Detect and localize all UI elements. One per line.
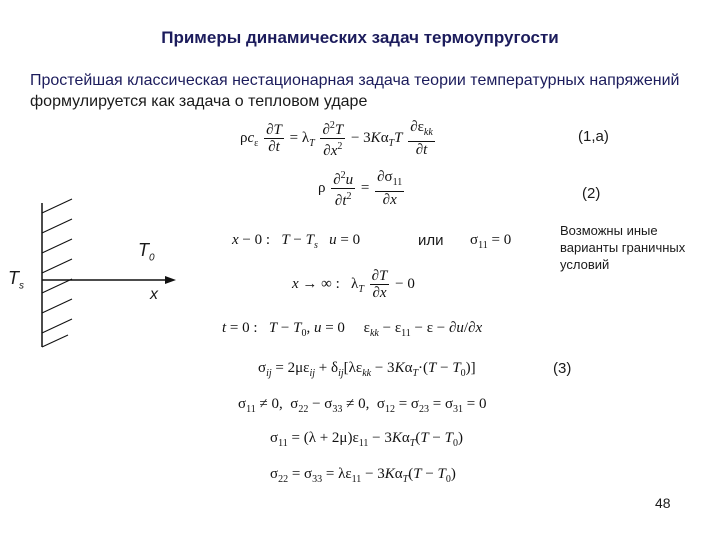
equation-label-2: (2) [582,185,601,202]
boundary-condition-x0: x − 0 : $T - T_s$ u = 0 [232,232,361,251]
equation-label-1a: (1,a) [578,128,609,145]
label-x: x [150,286,158,303]
boundary-condition-infinity: x → ∞ : $\lambda_T$ $\frac{\partial T}{\partial x}$ − 0 [292,268,415,301]
intro-highlight: Простейшая классическая нестационарная задача теории температурных напряжений [30,72,680,89]
wall-hatching [42,199,72,347]
intro-rest: формулируется как задача о тепловом ударе [30,93,368,110]
x-axis-arrow [165,276,176,284]
stress-sigma22: $\sigma_{22} = \sigma_{33} = \lambda\varepsilon_{11} - 3K\alpha_T(T - T_0)$ [270,466,456,485]
boundary-condition-stress: $\sigma_{11} = 0$ [470,232,512,251]
equation-motion: ρ $\frac{\partial^2u}{\partial t^2}$ = $\frac{\partial\sigma_{11}}{\partial x}$ [318,169,403,209]
stress-sigma11: $\sigma_{11} = (\lambda + 2\mu)\varepsilon_{11} - 3K\alpha_T(T - T_0)$ [270,430,463,449]
label-Ts: $T_s$ [8,268,24,292]
intro-text [30,70,700,112]
slide-title: Примеры динамических задач термоупругости [161,28,559,47]
equation-label-3: (3) [553,360,572,377]
wall-diagram [0,195,190,355]
or-word: или [418,232,444,249]
stress-components: $\sigma_{11} \ne 0$, $\sigma_{22} - \sigma_{33} \ne 0$, $\sigma_{12} = \sigma_{23} = \sigma_{31} = 0$ [238,396,487,415]
equation-constitutive: $\sigma_{ij} = 2\mu\varepsilon_{ij} + \delta_{ij}[\lambda\varepsilon_{kk} - 3K\alpha_T\cdot(T - T_0)]$ [258,360,476,379]
label-T0: $T_0$ [138,240,155,264]
boundary-note: Возможны иные варианты граничных условий [560,223,686,272]
equation-heat: $\rho c_\varepsilon$ $\frac{\partial T}{\partial t}$ = $\lambda_T$ $\frac{\partial^2T}{\partial x^2}$ − $3K\alpha_TT$ $\frac{\partial\varepsilon_{kk}}{\partial t}$ [240,119,433,159]
initial-condition: t = 0 : $T - T_0$, u = 0 $\varepsilon_{kk} - \varepsilon_{11} - \varepsilon - \partial u/\partial x$ [222,320,483,339]
page-number: 48 [655,495,671,511]
